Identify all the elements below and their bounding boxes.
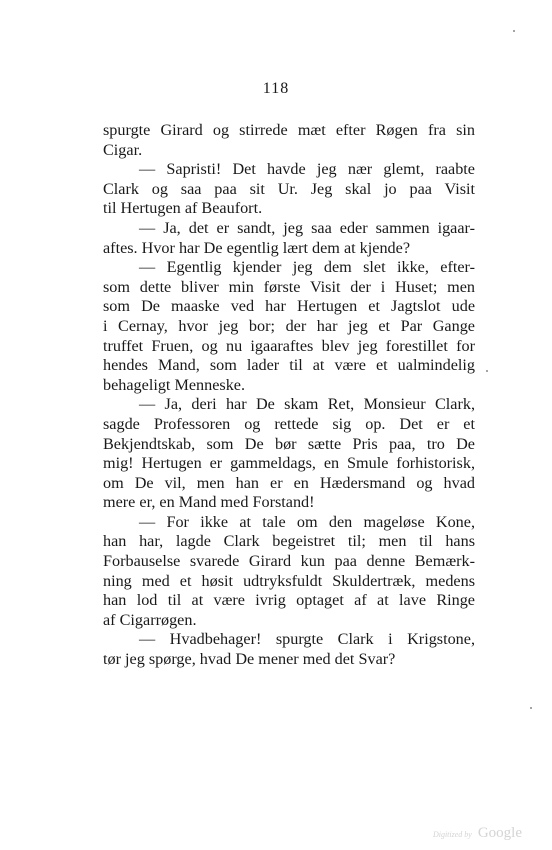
scan-speck [530, 707, 532, 709]
text-line: Forbauselse svarede Girard kun paa denne Bemærk- [103, 552, 475, 571]
page-body-text [103, 121, 475, 670]
text-line: — Sapristi! Det havde jeg nær glemt, raabte [139, 160, 475, 179]
text-line: — Ja, det er sandt, jeg saa eder sammen igaar- [139, 218, 475, 237]
watermark-brand: Google [477, 825, 522, 841]
text-line: mere er, en Mand med Forstand! [103, 493, 315, 512]
text-line: truffet Fruen, og nu igaaraftes blev jeg forestillet for [103, 336, 475, 355]
text-line: — For ikke at tale om den mageløse Kone, [139, 512, 475, 531]
scan-speck [486, 370, 488, 372]
watermark-prefix: Digitized by [432, 830, 472, 839]
text-line: — Ja, deri har De skam Ret, Monsieur Clark, [139, 395, 475, 414]
text-line: — Hvadbehager! spurgte Clark i Krigstone, [139, 630, 475, 649]
text-line: i Cernay, hvor jeg bor; der har jeg et Par Gange [103, 316, 475, 335]
scan-speck [513, 30, 515, 32]
text-line: han lod til at være ivrig optaget af at lave Ringe [103, 591, 475, 610]
text-line: til Hertugen af Beaufort. [103, 199, 263, 218]
text-line: — Egentlig kjender jeg dem slet ikke, efter- [139, 258, 475, 277]
text-line: spurgte Girard og stirrede mæt efter Røgen fra sin [103, 121, 475, 139]
text-line: han har, lagde Clark begeistret til; men til hans [103, 532, 475, 551]
text-line: som De maaske ved har Hertugen et Jagtslot ude [103, 297, 475, 316]
digitized-watermark [433, 825, 522, 842]
text-line: aftes. Hvor har De egentlig lært dem at kjende? [103, 238, 411, 257]
text-line: Cigar. [103, 140, 143, 159]
text-line: Clark og saa paa sit Ur. Jeg skal jo paa Visit [103, 179, 475, 198]
text-line: om De vil, men han er en Hædersmand og hvad [103, 473, 475, 492]
text-line: behageligt Menneske. [103, 375, 246, 394]
text-line: af Cigarrøgen. [103, 610, 197, 629]
text-line: Bekjendtskab, som De bør sætte Pris paa, tro De [103, 434, 475, 453]
text-line: ning med et høsit udtryksfuldt Skuldertræk, medens [103, 571, 475, 590]
page-number: 118 [262, 80, 290, 97]
text-line: som dette bliver min første Visit der i Huset; men [103, 277, 475, 296]
text-line: tør jeg spørge, hvad De mener med det Svar? [103, 650, 396, 669]
text-line: mig! Hertugen er gammeldags, en Smule forhistorisk, [103, 454, 475, 473]
text-line: sagde Professoren og rettede sig op. Det er et [103, 414, 475, 433]
text-line: hendes Mand, som lader til at være et ualmindelig [103, 356, 475, 375]
